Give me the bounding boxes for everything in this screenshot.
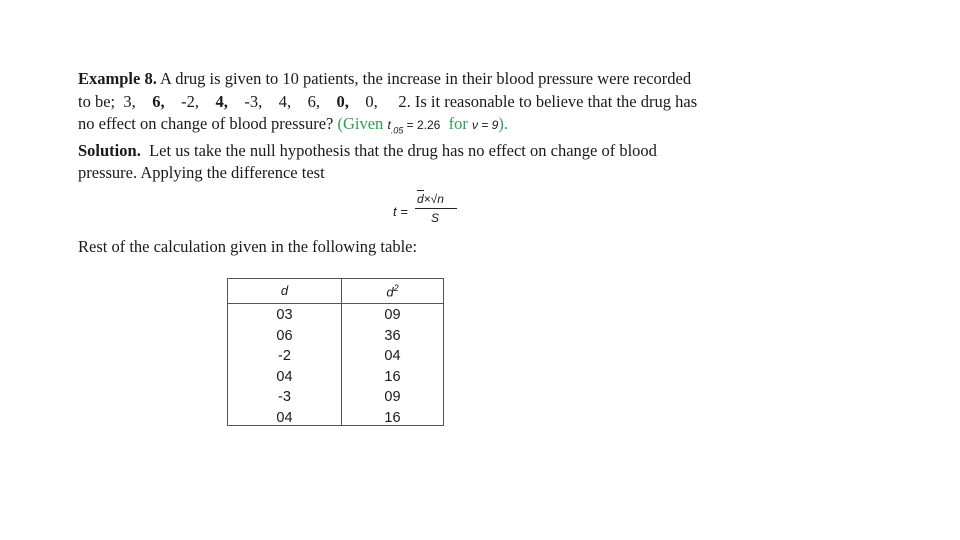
d-squared-value-cell: 16 [384, 409, 401, 426]
example-text-1: A drug is given to 10 patients, the increase in their blood pressure were recorded [156, 69, 692, 88]
header-divider [228, 303, 443, 304]
t-formula [393, 192, 468, 232]
solution-line-1 [78, 140, 657, 162]
solution-label: Solution. [78, 141, 141, 160]
solution-text-2: pressure. Applying the difference test [78, 163, 325, 182]
solution-text-1: Let us take the null hypothesis that the drug has no effect on change of blood [140, 141, 657, 160]
example-text-2c: -2, [164, 92, 216, 111]
example-line-1 [78, 68, 691, 90]
solution-line-2 [78, 162, 325, 184]
example-line-2 [78, 91, 697, 113]
given-open: (Given [337, 114, 388, 133]
header-d-squared [342, 283, 443, 299]
d-value-cell: -2 [278, 348, 291, 365]
example-text-2a: to be; 3, [78, 92, 153, 111]
d-squared-value-cell: 09 [384, 307, 401, 323]
rest-text: Rest of the calculation given in the following table: [78, 237, 418, 256]
for-text: for [440, 114, 472, 133]
column-d-values [228, 305, 341, 429]
nu-value: ν = 9 [471, 118, 499, 132]
header-d2-sup: 2 [393, 283, 399, 293]
formula-numerator: d×√n [417, 192, 444, 206]
given-close: ). [498, 114, 508, 133]
formula-lhs: t = [393, 204, 408, 219]
example-text-2f: 0, [336, 92, 349, 111]
t-value: = 2.26 [403, 118, 441, 132]
d-squared-value-cell: 04 [384, 348, 401, 365]
example-line-3 [78, 113, 508, 141]
example-text-2e: -3, 4, 6, [227, 92, 337, 111]
header-d-text: d [280, 283, 289, 298]
example-label: Example 8. [78, 69, 157, 88]
fraction-line [415, 208, 457, 209]
column-d-squared-values [342, 305, 443, 429]
d-value-cell: 04 [276, 368, 293, 385]
d-squared-value-cell: 09 [384, 389, 401, 406]
example-text-3: no effect on change of blood pressure? [78, 114, 338, 133]
t-subscript: .05 [390, 125, 404, 136]
header-d [228, 283, 341, 298]
formula-denominator: S [431, 211, 440, 225]
d-squared-value-cell: 36 [384, 327, 401, 344]
d-value-cell: 06 [276, 327, 293, 344]
example-text-2g: 0, [348, 92, 399, 111]
example-text-2b: 6, [152, 92, 165, 111]
d-value-cell: -3 [278, 389, 291, 406]
d-bar [417, 190, 424, 191]
d-squared-value-cell: 16 [384, 368, 401, 385]
example-text-2d: 4, [215, 92, 228, 111]
difference-table [227, 278, 444, 426]
t-symbol: t [387, 118, 391, 132]
d-value-cell: 03 [276, 307, 293, 323]
header-d2-text: d [386, 284, 394, 300]
rest-line [78, 236, 417, 258]
example-text-2h: 2. Is it reasonable to believe that the drug has [398, 92, 698, 111]
d-value-cell: 04 [276, 409, 293, 426]
